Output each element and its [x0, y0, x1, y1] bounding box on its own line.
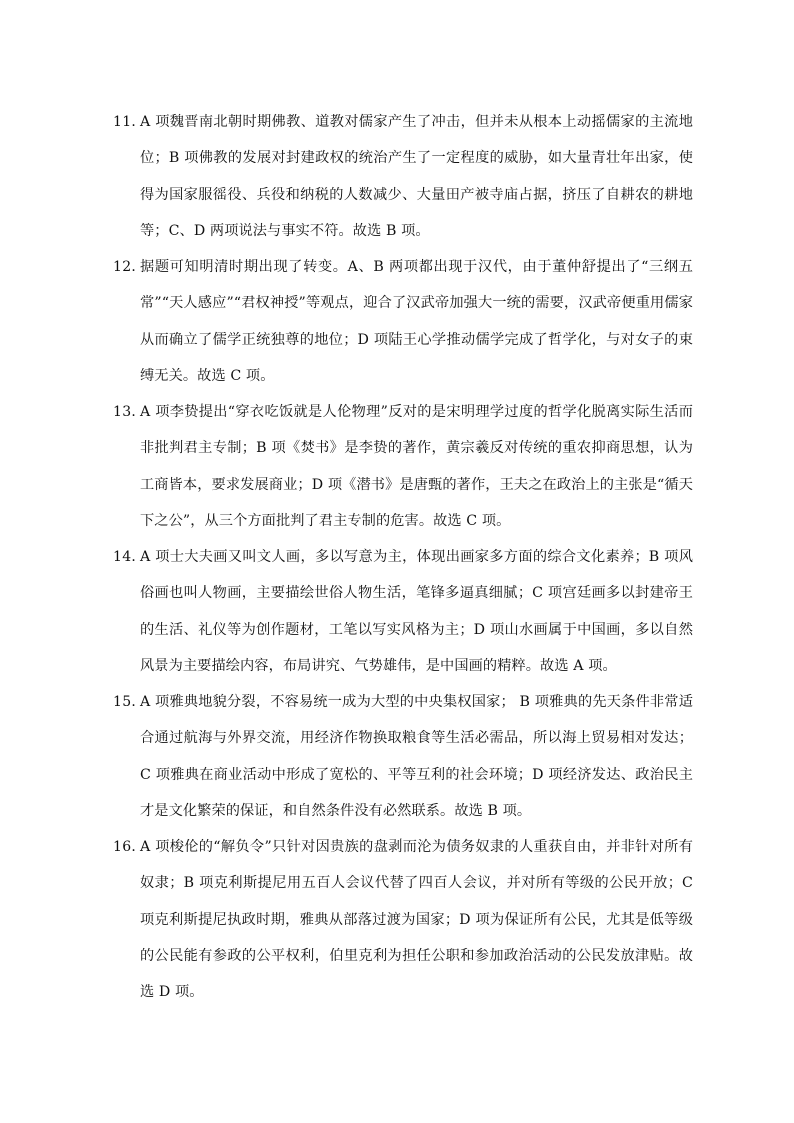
answer-item-11: [113, 104, 693, 249]
answer-number: 11．: [113, 114, 146, 130]
answer-explanation: A 项士大夫画又叫文人画，多以写意为主，体现出画家多方面的综合文化素养；B 项风俗画也叫人物画，主要描绘世俗人物生活，笔锋多逼真细腻；C 项宫廷画多以封建帝王的生活、礼仪等为创作题材，工笔以写实风格为主；D 项山水画属于中国画，多以自然风景为主要描绘内容，布局讲究、气势雄伟，是中国画的精粹。故选 A 项。: [140, 549, 693, 674]
answer-explanation: A 项梭伦的“解负令”只针对因贵族的盘剥而沦为债务奴隶的人重获自由，并非针对所有奴隶；B 项克利斯提尼用五百人会议代替了四百人会议，并对所有等级的公民开放；C 项克利斯提尼执政时期，雅典从部落过渡为国家；D 项为保证所有公民，尤其是低等级的公民能有参政的公平权利，伯里克利为担任公职和参加政治活动的公民发放津贴。故选 D 项。: [140, 839, 693, 1001]
answer-item-14: [113, 539, 693, 684]
answer-number: 14．: [113, 549, 146, 565]
answer-item-12: [113, 249, 693, 394]
answer-explanation: A 项魏晋南北朝时期佛教、道教对儒家产生了冲击，但并未从根本上动摇儒家的主流地位；B 项佛教的发展对封建政权的统治产生了一定程度的威胁，如大量青壮年出家，使得为国家服徭役、兵役和纳税的人数减少、大量田产被寺庙占据，挤压了自耕农的耕地等；C、D 两项说法与事实不符。故选 B 项。: [140, 114, 693, 239]
answer-item-15: [113, 684, 693, 829]
answer-explanation: 据题可知明清时期出现了转变。A、B 两项都出现于汉代，由于董仲舒提出了“三纲五常”“天人感应”“君权神授”等观点，迎合了汉武帝加强大一统的需要，汉武帝便重用儒家从而确立了儒学正统独尊的地位；D 项陆王心学推动儒学完成了哲学化，与对女子的束缚无关。故选 C 项。: [140, 259, 693, 384]
answer-number: 12．: [113, 259, 146, 275]
answer-number: 13．: [113, 404, 146, 420]
answer-explanation: A 项李贽提出“穿衣吃饭就是人伦物理”反对的是宋明理学过度的哲学化脱离实际生活而非批判君主专制；B 项《焚书》是李贽的著作，黄宗羲反对传统的重农抑商思想，认为工商皆本，要求发展商业；D 项《潜书》是唐甄的著作，王夫之在政治上的主张是“循天下之公”，从三个方面批判了君主专制的危害。故选 C 项。: [140, 404, 693, 529]
answer-item-13: [113, 394, 693, 539]
answer-explanation: A 项雅典地貌分裂，不容易统一成为大型的中央集权国家； B 项雅典的先天条件非常适合通过航海与外界交流，用经济作物换取粮食等生活必需品，所以海上贸易相对发达；C 项雅典在商业活动中形成了宽松的、平等互利的社会环境；D 项经济发达、政治民主才是文化繁荣的保证，和自然条件没有必然联系。故选 B 项。: [140, 694, 693, 819]
answer-number: 15．: [113, 694, 146, 710]
answer-number: 16．: [113, 839, 146, 855]
answer-item-16: [113, 829, 693, 1010]
